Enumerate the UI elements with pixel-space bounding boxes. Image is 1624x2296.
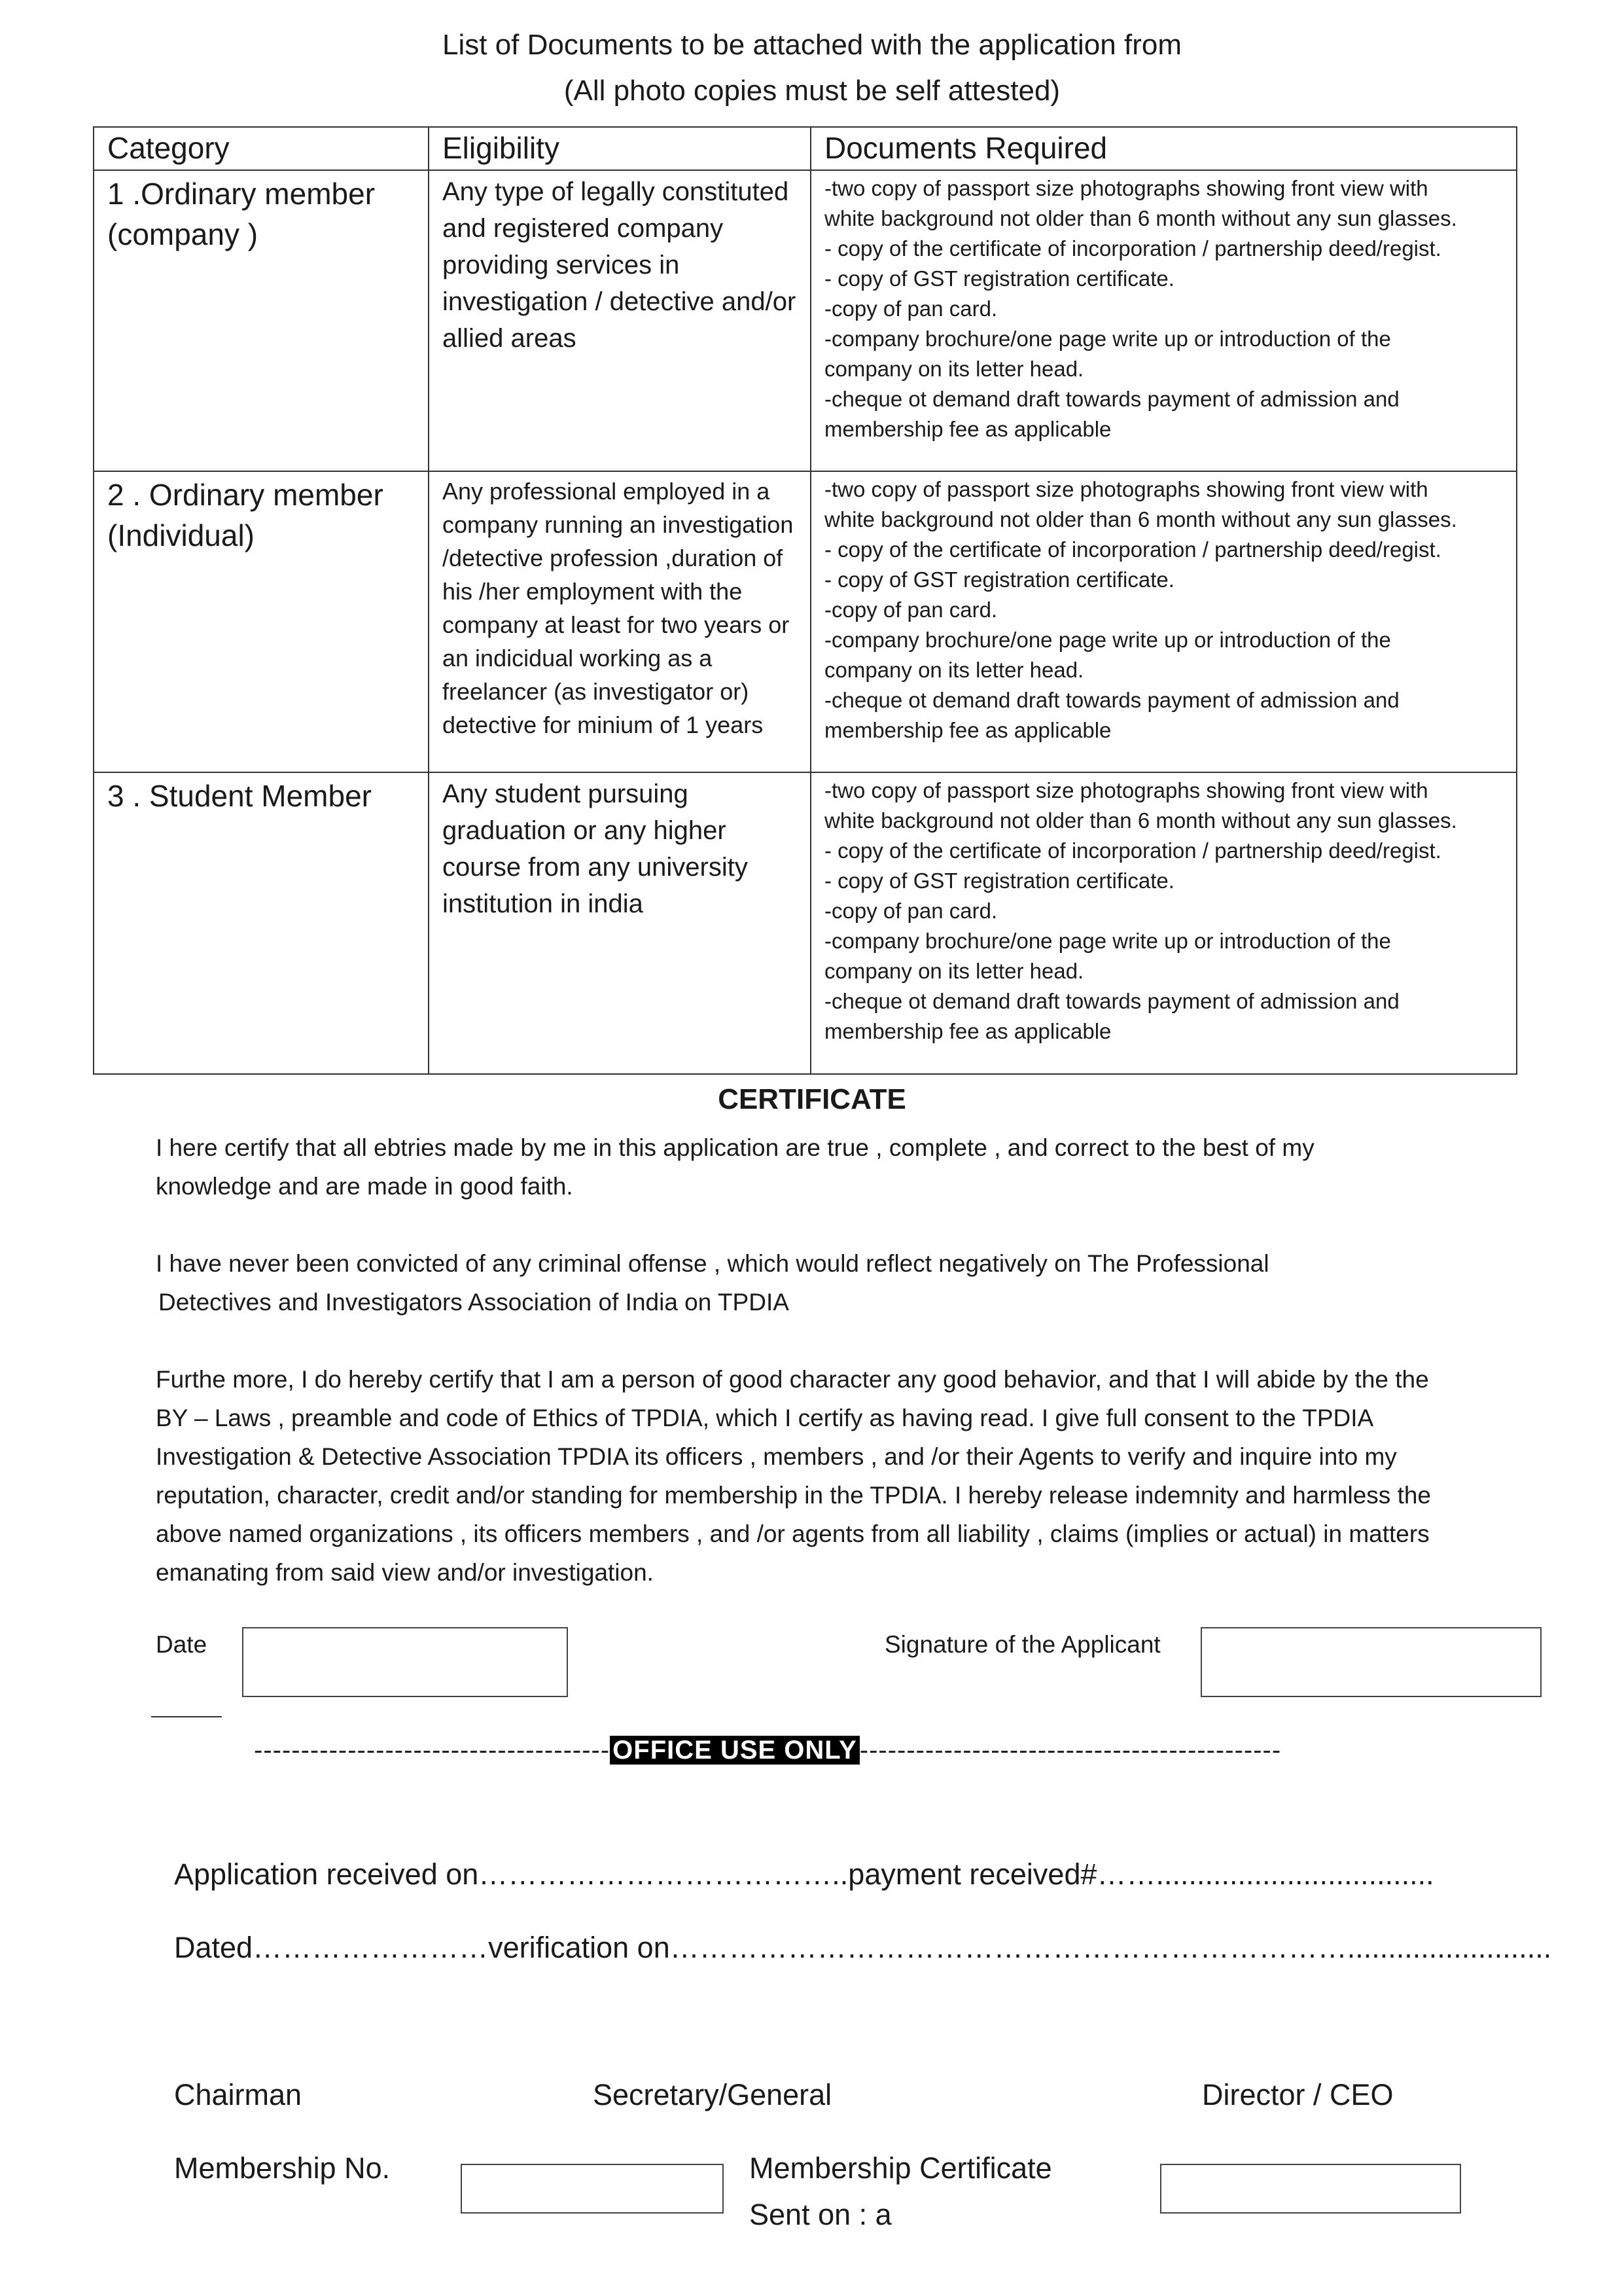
- document-title: List of Documents to be attached with the application from: [442, 29, 1182, 61]
- eligibility-cell: Any student pursuing graduation or any higher course from any university institution in india: [429, 772, 811, 1074]
- sent-on-label: Sent on : a: [749, 2198, 892, 2231]
- document-line: - copy of GST registration certificate.: [824, 869, 1174, 893]
- office-use-divider: [254, 1736, 1281, 1765]
- document-line: -two copy of passport size photographs showing front view with: [824, 778, 1428, 802]
- dated-verification-line: Dated……………………verification on…………………………………………………………….........................: [174, 1931, 1552, 1964]
- document-line: -cheque ot demand draft towards payment of admission and: [824, 989, 1400, 1013]
- document-line: - copy of GST registration certificate.: [824, 266, 1174, 291]
- document-line: -copy of pan card.: [824, 598, 998, 622]
- certificate-title: CERTIFICATE: [718, 1083, 906, 1115]
- membership-certificate-label: Membership Certificate: [749, 2151, 1052, 2185]
- membership-no-field[interactable]: [461, 2164, 724, 2214]
- column-header-documents: Documents Required: [811, 127, 1517, 170]
- category-cell: 1 .Ordinary member (company ): [94, 170, 429, 471]
- date-field[interactable]: [242, 1627, 568, 1697]
- director-ceo-label: Director / CEO: [1202, 2078, 1394, 2111]
- document-line: - copy of the certificate of incorporation / partnership deed/regist.: [824, 537, 1441, 562]
- document-line: -two copy of passport size photographs showing front view with: [824, 176, 1428, 200]
- document-line: -copy of pan card.: [824, 296, 998, 321]
- eligibility-cell: Any professional employed in a company running an investigation /detective profession ,duration of his /her employment with the company at least for two years or an indicidual working as a freelancer (as investigator or) detective for minium of 1 years: [429, 471, 811, 772]
- column-header-category: Category: [94, 127, 429, 170]
- document-line: -cheque ot demand draft towards payment of admission and: [824, 688, 1400, 712]
- document-line: white background not older than 6 month without any sun glasses.: [824, 507, 1457, 531]
- document-line: membership fee as applicable: [824, 417, 1112, 441]
- document-line: company on its letter head.: [824, 959, 1084, 983]
- document-line: white background not older than 6 month without any sun glasses.: [824, 808, 1457, 833]
- document-line: -company brochure/one page write up or introduction of the: [824, 929, 1391, 953]
- column-header-eligibility: Eligibility: [429, 127, 811, 170]
- document-line: -company brochure/one page write up or introduction of the: [824, 327, 1391, 351]
- membership-no-label: Membership No.: [174, 2151, 391, 2185]
- certificate-paragraph-3: Furthe more, I do hereby certify that I am a person of good character any good behavior, and that I will abide by the the BY – Laws , preamble and code of Ethics of TPDIA, which I certify as having read. I give full consent to the TPDIA Investigation & Detective Association TPDIA its officers , members , and /or their Agents to verify and inquire into my reputation, character, credit and/or standing for membership in the TPDIA. I hereby release indemnity and harmless the above named organizations , its officers members , and /or agents from all liability , claims (implies or actual) in matters emanating from said view and/or investigation.: [156, 1366, 1432, 1586]
- table-header-row: [94, 127, 1517, 170]
- document-subtitle: (All photo copies must be self attested): [563, 75, 1061, 107]
- documents-cell: [811, 772, 1517, 1074]
- signature-field[interactable]: [1201, 1627, 1542, 1697]
- divider-dashes-left: --------------------------------------: [254, 1736, 610, 1765]
- documents-cell: [811, 471, 1517, 772]
- chairman-label: Chairman: [174, 2078, 302, 2111]
- document-line: -company brochure/one page write up or introduction of the: [824, 628, 1391, 652]
- category-cell: 2 . Ordinary member (Individual): [94, 471, 429, 772]
- category-cell: 3 . Student Member: [94, 772, 429, 1074]
- secretary-general-label: Secretary/General: [593, 2078, 832, 2111]
- divider-dashes-right: ---------------------------------------------: [859, 1736, 1282, 1765]
- certificate-paragraph-2-line-1: I have never been convicted of any criminal offense , which would reflect negatively on The Professional: [156, 1250, 1269, 1277]
- document-line: company on its letter head.: [824, 658, 1084, 682]
- documents-cell: [811, 170, 1517, 471]
- office-use-heading: OFFICE USE ONLY: [610, 1736, 860, 1765]
- documents-table: [93, 126, 1517, 1075]
- date-underline: [151, 1716, 222, 1717]
- eligibility-cell: Any type of legally constituted and registered company providing services in investigation / detective and/or allied areas: [429, 170, 811, 471]
- document-line: -cheque ot demand draft towards payment of admission and: [824, 387, 1400, 411]
- certificate-paragraph-2-line-2: Detectives and Investigators Association of India on TPDIA: [158, 1289, 789, 1316]
- certificate-paragraph-1: I here certify that all ebtries made by me in this application are true , complete , and correct to the best of my knowledge and are made in good faith.: [156, 1134, 1315, 1200]
- document-line: -copy of pan card.: [824, 899, 998, 923]
- document-line: - copy of the certificate of incorporation / partnership deed/regist.: [824, 838, 1441, 863]
- date-label: Date: [156, 1631, 207, 1658]
- document-line: - copy of GST registration certificate.: [824, 567, 1174, 592]
- certificate-sent-field[interactable]: [1160, 2164, 1461, 2214]
- document-line: company on its letter head.: [824, 357, 1084, 381]
- document-line: - copy of the certificate of incorporation / partnership deed/regist.: [824, 236, 1441, 260]
- signature-label: Signature of the Applicant: [885, 1631, 1161, 1658]
- table-row: [94, 170, 1517, 471]
- document-line: membership fee as applicable: [824, 718, 1112, 742]
- document-line: membership fee as applicable: [824, 1019, 1112, 1043]
- document-line: white background not older than 6 month without any sun glasses.: [824, 206, 1457, 230]
- document-line: -two copy of passport size photographs showing front view with: [824, 477, 1428, 501]
- table-row: [94, 471, 1517, 772]
- table-row: [94, 772, 1517, 1074]
- application-received-line: Application received on………………………………..payment received#……..................................: [174, 1857, 1434, 1891]
